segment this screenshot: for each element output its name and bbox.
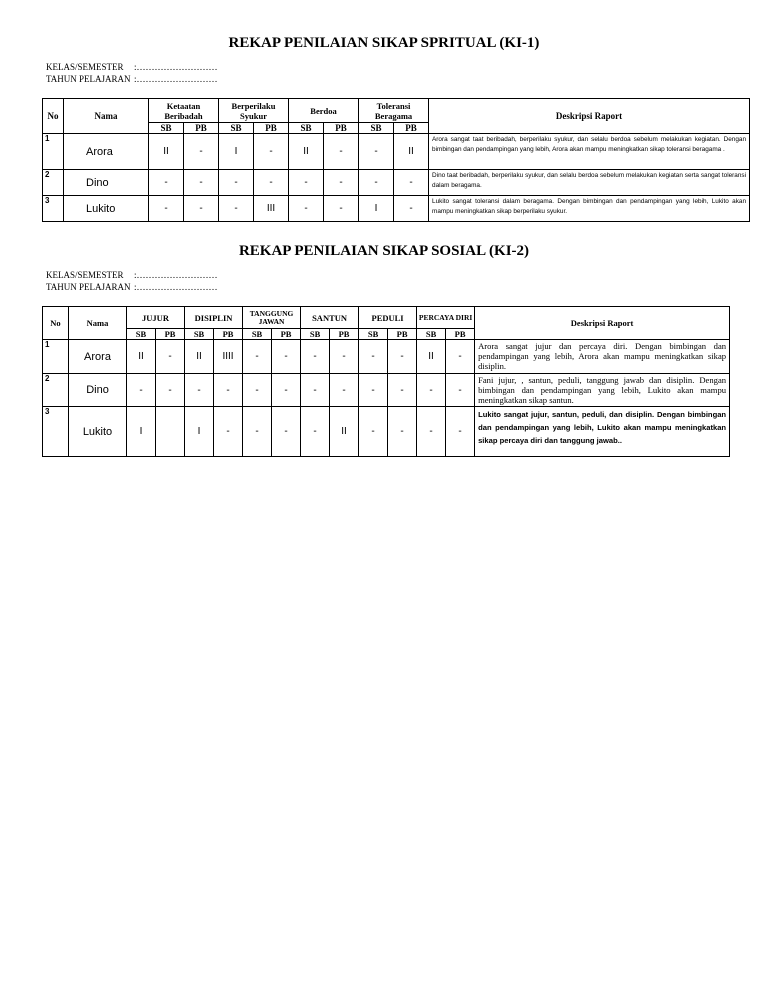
ki1-table bbox=[42, 98, 750, 222]
score-cell bbox=[156, 407, 185, 457]
score-cell: - bbox=[324, 170, 359, 196]
row-deskripsi: Lukito sangat jujur, santun, peduli, dan disiplin. Dengan bimbingan dan pendampingan yang lebih, Lukito akan mampu meningkatkan sikap percaya diri dan tanggung jawab.. bbox=[475, 407, 730, 457]
ki2-pb-2: PB bbox=[214, 329, 243, 340]
ki1-pb-1: PB bbox=[184, 123, 219, 134]
ki2-sb-2: SB bbox=[185, 329, 214, 340]
ki2-header-no: No bbox=[43, 307, 69, 340]
ki2-sb-1: SB bbox=[127, 329, 156, 340]
row-deskripsi: Arora sangat jujur dan percaya diri. Dengan bimbingan dan pendampingan yang lebih, Arora akan mampu meningkatkan sikap disiplin. bbox=[475, 340, 730, 374]
score-cell: - bbox=[243, 374, 272, 407]
table-row bbox=[43, 374, 730, 407]
ki2-kelas-value: :……………………… bbox=[134, 270, 218, 280]
score-cell: - bbox=[324, 134, 359, 170]
score-cell: - bbox=[359, 407, 388, 457]
score-cell: IIII bbox=[214, 340, 243, 374]
score-cell: II bbox=[394, 134, 429, 170]
ki1-tahun-label: TAHUN PELAJARAN bbox=[46, 73, 131, 84]
ki1-header-deskripsi: Deskripsi Raport bbox=[429, 99, 750, 134]
row-no: 2 bbox=[43, 374, 69, 407]
ki1-kelas-value: :……………………… bbox=[134, 62, 218, 72]
ki2-meta bbox=[46, 270, 218, 293]
ki2-pb-5: PB bbox=[388, 329, 417, 340]
row-deskripsi: Lukito sangat toleransi dalam beragama. Dengan bimbingan dan pendampingan yang lebih, Lukito akan mampu meningkatkan sikap berperilaku syukur. bbox=[429, 196, 750, 222]
table-row bbox=[43, 340, 730, 374]
ki2-sb-3: SB bbox=[243, 329, 272, 340]
score-cell: - bbox=[272, 374, 301, 407]
score-cell: - bbox=[330, 374, 359, 407]
row-nama: Lukito bbox=[69, 407, 127, 457]
score-cell: - bbox=[359, 340, 388, 374]
table-row bbox=[43, 196, 750, 222]
score-cell: - bbox=[359, 170, 394, 196]
score-cell: - bbox=[214, 407, 243, 457]
row-nama: Arora bbox=[69, 340, 127, 374]
score-cell: - bbox=[359, 134, 394, 170]
score-cell: II bbox=[417, 340, 446, 374]
ki1-pb-4: PB bbox=[394, 123, 429, 134]
ki2-pb-4: PB bbox=[330, 329, 359, 340]
score-cell: - bbox=[254, 134, 289, 170]
score-cell: - bbox=[394, 196, 429, 222]
score-cell: - bbox=[184, 170, 219, 196]
row-nama: Arora bbox=[64, 134, 149, 170]
score-cell: - bbox=[417, 407, 446, 457]
score-cell: - bbox=[301, 407, 330, 457]
row-deskripsi: Fani jujur, , santun, peduli, tanggung jawab dan disiplin. Dengan bimbingan dan pendampingan yang lebih, Lukito akan mampu meningkatkan sikap santun. bbox=[475, 374, 730, 407]
score-cell: - bbox=[272, 407, 301, 457]
row-nama: Lukito bbox=[64, 196, 149, 222]
ki2-title: REKAP PENILAIAN SIKAP SOSIAL (KI-2) bbox=[238, 243, 530, 259]
row-nama: Dino bbox=[64, 170, 149, 196]
ki1-tahun-value: :……………………… bbox=[134, 73, 218, 84]
row-no: 1 bbox=[43, 340, 69, 374]
score-cell: - bbox=[324, 196, 359, 222]
row-no: 1 bbox=[43, 134, 64, 170]
score-cell: II bbox=[330, 407, 359, 457]
score-cell: - bbox=[214, 374, 243, 407]
ki1-header-ketaatan: Ketaatan Beribadah bbox=[149, 99, 219, 123]
score-cell: - bbox=[301, 374, 330, 407]
score-cell: - bbox=[149, 196, 184, 222]
score-cell: - bbox=[330, 340, 359, 374]
score-cell: - bbox=[185, 374, 214, 407]
score-cell: - bbox=[301, 340, 330, 374]
ki1-pb-3: PB bbox=[324, 123, 359, 134]
score-cell: - bbox=[388, 407, 417, 457]
score-cell: I bbox=[127, 407, 156, 457]
ki2-header-jujur: JUJUR bbox=[127, 307, 185, 329]
ki2-sb-6: SB bbox=[417, 329, 446, 340]
score-cell: - bbox=[127, 374, 156, 407]
score-cell: - bbox=[254, 170, 289, 196]
row-deskripsi: Dino taat beribadah, berperilaku syukur, dan selalu berdoa sebelum melakukan kegiatan serta sangat toleransi dalam beragama. bbox=[429, 170, 750, 196]
score-cell: II bbox=[289, 134, 324, 170]
score-cell: I bbox=[185, 407, 214, 457]
row-no: 3 bbox=[43, 196, 64, 222]
score-cell: III bbox=[254, 196, 289, 222]
score-cell: - bbox=[289, 196, 324, 222]
score-cell: - bbox=[446, 374, 475, 407]
ki1-header-syukur: Berperilaku Syukur bbox=[219, 99, 289, 123]
score-cell: - bbox=[394, 170, 429, 196]
ki2-sb-4: SB bbox=[301, 329, 330, 340]
ki1-header-berdoa: Berdoa bbox=[289, 99, 359, 123]
score-cell: - bbox=[243, 407, 272, 457]
ki1-header-nama: Nama bbox=[64, 99, 149, 134]
ki1-title: REKAP PENILAIAN SIKAP SPRITUAL (KI-1) bbox=[228, 35, 540, 51]
ki1-header-no: No bbox=[43, 99, 64, 134]
score-cell: - bbox=[417, 374, 446, 407]
ki2-header-nama: Nama bbox=[69, 307, 127, 340]
score-cell: - bbox=[388, 374, 417, 407]
score-cell: - bbox=[446, 407, 475, 457]
ki1-header-toleransi: Toleransi Beragama bbox=[359, 99, 429, 123]
score-cell: - bbox=[184, 134, 219, 170]
score-cell: - bbox=[156, 340, 185, 374]
score-cell: - bbox=[359, 374, 388, 407]
ki2-pb-3: PB bbox=[272, 329, 301, 340]
score-cell: - bbox=[272, 340, 301, 374]
row-deskripsi: Arora sangat taat beribadah, berperilaku syukur, dan selalu berdoa sebelum melakukan kegiatan. Dengan bimbingan dan pendampingan yang lebih, Arora akan mampu meningkatkan sikap toleransi beragama . bbox=[429, 134, 750, 170]
table-row bbox=[43, 134, 750, 170]
ki1-sb-2: SB bbox=[219, 123, 254, 134]
score-cell: I bbox=[359, 196, 394, 222]
ki2-pb-1: PB bbox=[156, 329, 185, 340]
table-row bbox=[43, 407, 730, 457]
score-cell: II bbox=[127, 340, 156, 374]
score-cell: II bbox=[185, 340, 214, 374]
score-cell: I bbox=[219, 134, 254, 170]
ki2-tahun-label: TAHUN PELAJARAN bbox=[46, 281, 131, 292]
ki2-header-disiplin: DISIPLIN bbox=[185, 307, 243, 329]
ki2-table bbox=[42, 306, 730, 457]
ki1-sb-3: SB bbox=[289, 123, 324, 134]
score-cell: - bbox=[388, 340, 417, 374]
score-cell: - bbox=[149, 170, 184, 196]
ki2-header-tanggung-jawan: TANGGUNG JAWAN bbox=[243, 307, 301, 329]
table-row bbox=[43, 170, 750, 196]
score-cell: - bbox=[184, 196, 219, 222]
ki2-header-santun: SANTUN bbox=[301, 307, 359, 329]
score-cell: II bbox=[149, 134, 184, 170]
score-cell: - bbox=[219, 170, 254, 196]
row-nama: Dino bbox=[69, 374, 127, 407]
ki2-kelas-label: KELAS/SEMESTER bbox=[46, 270, 124, 280]
ki1-sb-4: SB bbox=[359, 123, 394, 134]
score-cell: - bbox=[156, 374, 185, 407]
ki2-tahun-value: :……………………… bbox=[134, 281, 218, 292]
ki2-pb-6: PB bbox=[446, 329, 475, 340]
ki1-pb-2: PB bbox=[254, 123, 289, 134]
ki1-sb-1: SB bbox=[149, 123, 184, 134]
row-no: 3 bbox=[43, 407, 69, 457]
row-no: 2 bbox=[43, 170, 64, 196]
ki1-meta bbox=[46, 62, 218, 85]
score-cell: - bbox=[243, 340, 272, 374]
score-cell: - bbox=[219, 196, 254, 222]
ki2-header-deskripsi: Deskripsi Raport bbox=[475, 307, 730, 340]
ki2-header-percaya-diri: PERCAYA DIRI bbox=[417, 307, 475, 329]
ki2-header-peduli: PEDULI bbox=[359, 307, 417, 329]
score-cell: - bbox=[446, 340, 475, 374]
score-cell: - bbox=[289, 170, 324, 196]
ki2-sb-5: SB bbox=[359, 329, 388, 340]
ki1-kelas-label: KELAS/SEMESTER bbox=[46, 62, 124, 72]
